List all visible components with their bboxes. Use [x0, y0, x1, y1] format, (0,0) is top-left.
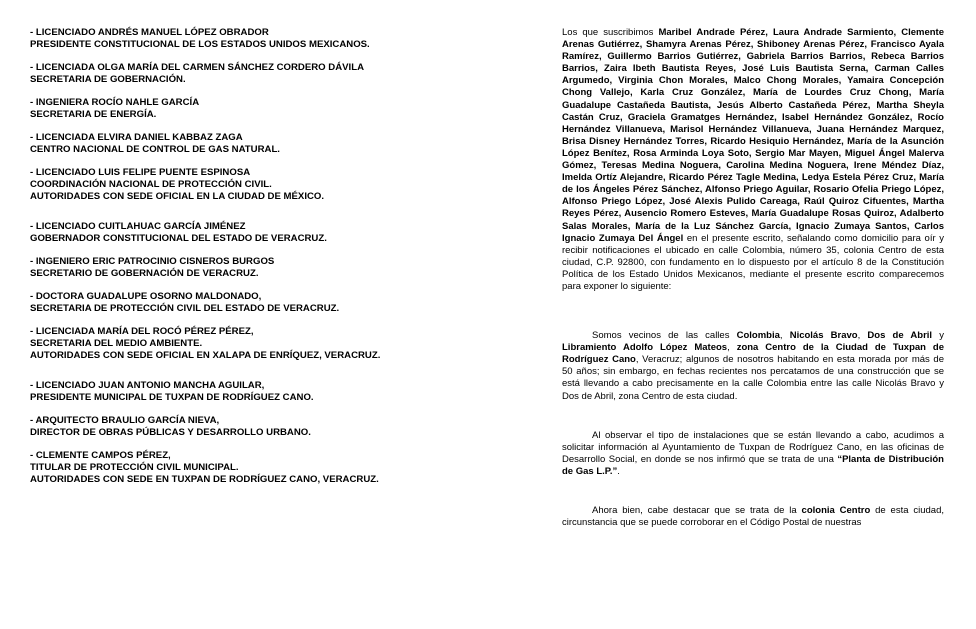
street-dos-de-abril: Dos de Abril [867, 330, 933, 342]
recipient-title: COORDINACIÓN NACIONAL DE PROTECCIÓN CIVIL. [30, 179, 272, 190]
recipient-entry [30, 291, 450, 315]
text: Ahora bien, cabe destacar que se trata de la [592, 505, 802, 516]
text: , [727, 342, 737, 354]
recipient-title: PRESIDENTE MUNICIPAL DE TUXPAN DE RODRÍGUEZ CANO. [30, 392, 314, 403]
text: Somos vecinos de las calles [592, 330, 737, 342]
recipient-name: - DOCTORA GUADALUPE OSORNO MALDONADO, [30, 291, 262, 302]
zone-name: zona Centro de la Ciudad de Tuxpan de Rodríguez Cano [562, 342, 944, 366]
recipient-name: - LICENCIADA ELVIRA DANIEL KABBAZ ZAGA [30, 132, 243, 143]
recipient-title: TITULAR DE PROTECCIÓN CIVIL MUNICIPAL. [30, 462, 239, 473]
recipient-entry [30, 380, 450, 404]
recipient-entry [30, 415, 450, 439]
paragraph-neighbors [562, 330, 944, 403]
text: . [617, 465, 620, 477]
recipient-entry [30, 27, 450, 51]
text: de esta ciudad, circunstancia que se puede corroborar en el Código Postal de nuestras [562, 505, 945, 529]
recipient-entry [30, 62, 450, 86]
recipient-entry [30, 256, 450, 280]
recipient-entry [30, 450, 450, 486]
text: , [779, 330, 790, 342]
recipient-title: AUTORIDADES CON SEDE OFICIAL EN XALAPA DE ENRÍQUEZ, VERACRUZ. [30, 350, 381, 361]
recipient-title: SECRETARIA DE GOBERNACIÓN. [30, 74, 186, 85]
recipient-name: - INGENIERA ROCÍO NAHLE GARCÍA [30, 97, 200, 108]
recipient-name: - LICENCIADO JUAN ANTONIO MANCHA AGUILAR, [30, 380, 265, 391]
recipient-name: - LICENCIADO ANDRÉS MANUEL LÓPEZ OBRADOR [30, 27, 269, 38]
text: , Veracruz; algunos de nosotros habitando en esta morada por más de 50 años; sin embargo, en fechas recientes nos percatamos de una construcción que se está llevando a cabo precisamente en la calle Colombia entre las calle Nicolás Bravo y Dos de Abril, zona Centro de esta ciudad. [562, 354, 945, 402]
recipient-title: DIRECTOR DE OBRAS PÚBLICAS Y DESARROLLO URBANO. [30, 427, 311, 438]
paragraph-observation [562, 430, 944, 478]
colonia-name: colonia Centro [801, 505, 871, 516]
recipient-name: - LICENCIADO CUITLAHUAC GARCÍA JIMÉNEZ [30, 221, 246, 232]
recipient-entry [30, 221, 450, 245]
address-text: en el presente escrito, señalando como domicilio para oír y recibir notificaciones el ubicado en calle Colombia, número 35, colonia Centro de esta ciudad, C.P. 92800, con fundamento en lo dispuesto por el artículo 8 de la Constitución Política de los Estado Unidos Mexicanos, mediante el presente escrito comparecemos para exponer lo siguiente: [562, 232, 945, 292]
recipient-title: SECRETARIA DE ENERGÍA. [30, 109, 157, 120]
recipient-name: - LICENCIADO LUIS FELIPE PUENTE ESPINOSA [30, 167, 251, 178]
recipient-name: - LICENCIADA OLGA MARÍA DEL CARMEN SÁNCHEZ CORDERO DÁVILA [30, 62, 365, 73]
paragraph-colonia [562, 505, 944, 529]
recipient-entry [30, 132, 450, 156]
intro-text: Los que suscribimos [562, 27, 659, 38]
recipient-title: SECRETARIA DEL MEDIO AMBIENTE. [30, 338, 203, 349]
recipient-title: AUTORIDADES CON SEDE EN TUXPAN DE RODRÍGUEZ CANO, VERACRUZ. [30, 474, 379, 485]
recipients-list [30, 27, 450, 486]
street-nicolas-bravo: Nicolás Bravo [789, 330, 858, 342]
text: y [932, 330, 944, 342]
recipient-entry [30, 167, 450, 203]
recipient-title: SECRETARIO DE GOBERNACIÓN DE VERACRUZ. [30, 268, 259, 279]
recipient-name: - INGENIERO ERIC PATROCINIO CISNEROS BURGOS [30, 256, 275, 267]
recipient-title: GOBERNADOR CONSTITUCIONAL DEL ESTADO DE VERACRUZ. [30, 233, 327, 244]
recipient-name: - CLEMENTE CAMPOS PÉREZ, [30, 450, 171, 461]
recipient-title: CENTRO NACIONAL DE CONTROL DE GAS NATURAL. [30, 144, 280, 155]
recipient-entry [30, 326, 450, 362]
street-libramiento: Libramiento Adolfo López Mateos [562, 342, 728, 354]
recipient-name: - ARQUITECTO BRAULIO GARCÍA NIEVA, [30, 415, 220, 426]
text: Al observar el tipo de instalaciones que se están llevando a cabo, acudimos a solicitar información al Ayuntamiento de Tuxpan de Rodríguez Cano, en las oficinas de Desarrollo Social, en donde se nos infirmó que se trata de una [562, 429, 944, 465]
recipient-entry [30, 97, 450, 121]
recipient-title: SECRETARIA DE PROTECCIÓN CIVIL DEL ESTADO DE VERACRUZ. [30, 303, 340, 314]
signers-names: Maribel Andrade Pérez, Laura Andrade Sarmiento, Clemente Arenas Gutiérrez, Shamyra Arenas Pérez, Shiboney Arenas Pérez, Francisco Ayala Ramírez, Guillermo Barrios Gutiérrez, Gabriela Barrios Barrios, Rebeca Barrios Barrios, Zaira Ibeth Bautista Reyes, José Luis Bautista Serna, Carman Calles Argumedo, Virginia Chon Morales, Malco Chong Morales, Yamaira Concepción Chong Vallejo, Karla Cruz González, María de Lourdes Cruz Chong, María Guadalupe Castañeda Bautista, Jesús Alberto Castañeda Pérez, Martha Sheyla Castán Cruz, Graciela Gramatges Hernández, Isabel Hernández González, Rocío Hernández Villanueva, Marisol Hernández Villanueva, Juana Hernández Marquez, Brisa Disney Hernández Torres, Ricardo Hesiquio Hernández, María de la Asunción López Benítez, Rosa Arminda Loya Soto, Sergio Mar Mayen, Miguel Ángel Malerva Gómez, Teresas Medina Noguera, Carolina Medina Noguera, Irene Méndez Díaz, Imelda Ortíz Alejandre, Ricardo Pérez Tagle Medina, Ledya Estela Pérez Cruz, María de los Ángeles Pérez Sánchez, Alfonso Priego Aguilar, Rosario Ofelia Priego López, Alfonso Priego López, José Alexis Pulido Careaga, Raúl Quiroz Cifuentes, Martha Reyes Pérez, Ausencio Romero Esteves, María Guadalupe Rosas Quiroz, Adalberto Salas Morales, María de la Luz Sánchez García, Ignacio Zumaya Santos, Carlos Ignacio Zumaya Del Ángel [562, 27, 944, 244]
recipient-name: - LICENCIADA MARÍA DEL ROCÓ PÉREZ PÉREZ, [30, 326, 254, 337]
recipient-title: AUTORIDADES CON SEDE OFICIAL EN LA CIUDAD DE MÉXICO. [30, 191, 325, 202]
paragraph-signers [562, 27, 944, 293]
gas-plant-name: “Planta de Distribución de Gas L.P.” [562, 453, 944, 477]
petition-body [562, 27, 944, 529]
text: , [857, 330, 868, 342]
recipient-title: PRESIDENTE CONSTITUCIONAL DE LOS ESTADOS UNIDOS MEXICANOS. [30, 39, 370, 50]
street-colombia: Colombia [736, 330, 780, 342]
